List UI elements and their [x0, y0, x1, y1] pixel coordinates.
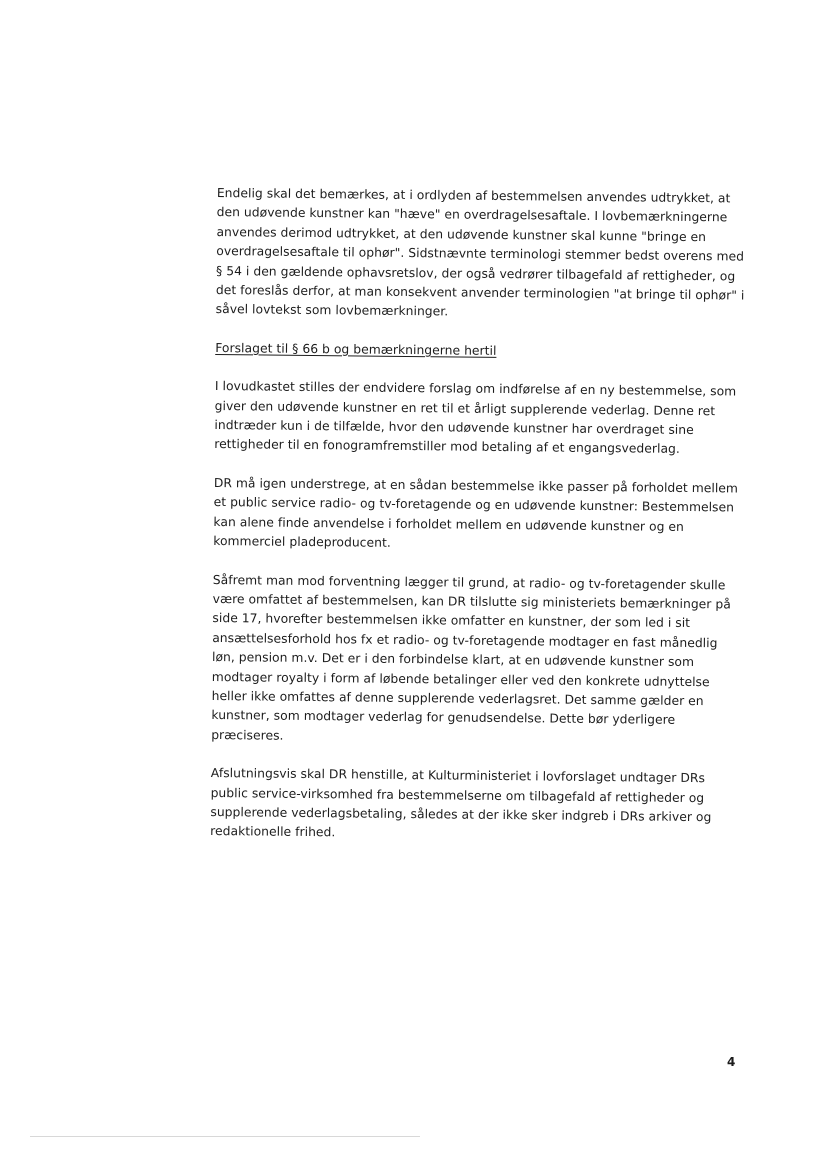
section-heading: Forslaget til § 66 b og bemærkningerne hertil	[215, 340, 497, 358]
paragraph-dr-position: DR må igen understrege, at en sådan bestemmelse ikke passer på forholdet mellem et public service radio- og tv-foretagende og en udøvende kunstner: Bestemmelsen kan alene finde anvendelse i forholdet mellem en udøvende kunstner og en kommerciel pladeproducent.	[213, 475, 739, 550]
paragraph-conclusion: Afslutningsvis skal DR henstille, at Kulturministeriet i lovforslaget undtager DRs public service-virksomhed fra bestemmelserne om tilbagefald af rettigheder og supplerende vederlagsbetaling, således at der ikke sker indgreb i DRs arkiver og redaktionelle frihed.	[210, 766, 712, 840]
page-number: 4	[727, 1055, 736, 1069]
scan-artifact-line	[30, 1136, 420, 1137]
paragraph-ministry-remarks: Såfremt man mod forventning lægger til grund, at radio- og tv-foretagender skulle være omfattet af bestemmelsen, kan DR tilslutte sig ministeriets bemærkninger på side 17, hvorefter bestemmelsen ikke omfatter en kunstner, der som led i sit ansættelsesforhold hos fx et radio- og tv-foretagende modtager en fast månedlig løn, pension m.v. Det er i den forbindelse klart, at en udøvende kunstner som modtager royalty i form af løbende betalinger eller ved den konkrete udnyttelse heller ikke omfattes af denne supplerende vederlagsret. Det samme gælder en kunstner, som modtager vederlag for genudsendelse. Dette bør yderligere præciseres.	[211, 572, 731, 743]
document-body	[210, 184, 749, 866]
paragraph-proposal: I lovudkastet stilles der endvidere forslag om indførelse af en ny bestemmelse, som giver den udøvende kunstner en ret til et årligt supplerende vederlag. Denne ret indtræder kun i de tilfælde, hvor den udøvende kunstner har overdraget sine rettigheder til en fonogramfremstiller mod betaling af et engangsvederlag.	[214, 379, 737, 457]
paragraph-terminology: Endelig skal det bemærkes, at i ordlyden af bestemmelsen anvendes udtrykket, at den udøvende kunstner kan "hæve" en overdragelsesaftale. I lovbemærkningerne anvendes derimod udtrykket, at den udøvende kunstner skal kunne "bringe en overdragelsesaftale til ophør". Sidstnævnte terminologi stemmer bedst overens med § 54 i den gældende ophavsretslov, der også vedrører tilbagefald af rettigheder, og det foreslås derfor, at man konsekvent anvender terminologien "at bringe til ophør" i såvel lovtekst som lovbemærkninger.	[215, 185, 745, 319]
